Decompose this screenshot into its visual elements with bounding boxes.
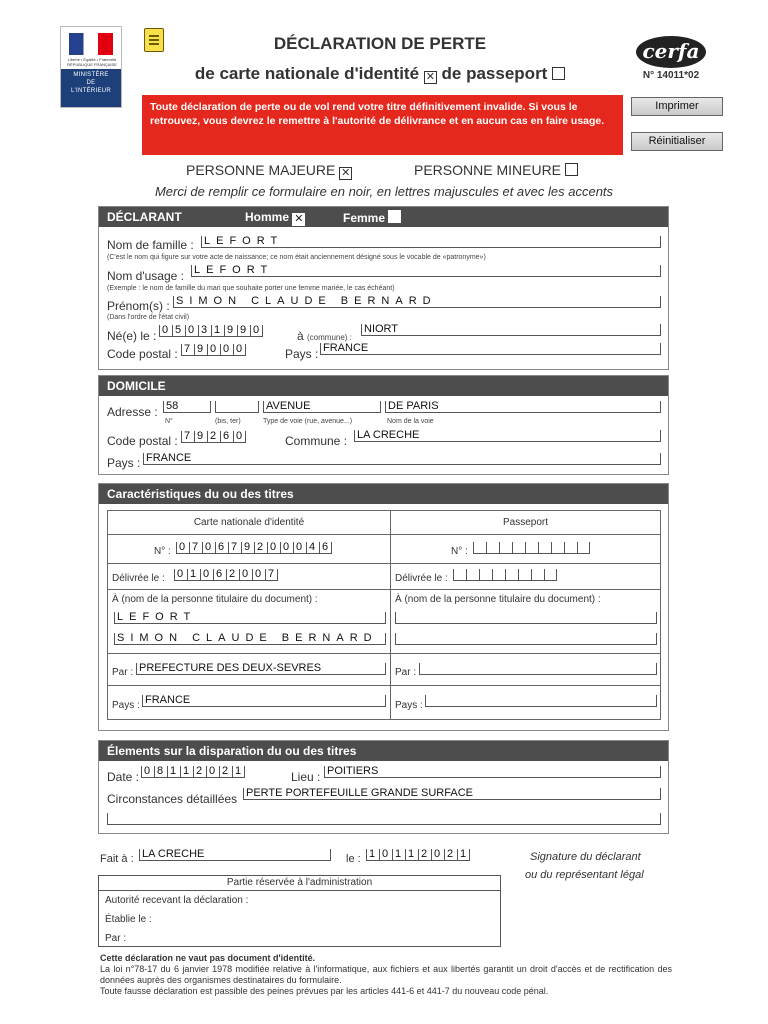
dom-cp-label: Code postal : xyxy=(107,434,178,448)
nom-note: (C'est le nom qui figure sur votre acte de naissance; ce nom était anciennement désigné sous le vocable de «patronyme») xyxy=(107,254,486,261)
ministere-logo xyxy=(60,26,122,108)
admin-par: Par : xyxy=(105,933,127,944)
cni-titulaire-nom[interactable]: LEFORT xyxy=(114,612,386,624)
numero-caption: N° xyxy=(165,418,173,425)
passport-par-field[interactable] xyxy=(419,663,657,675)
lieu-field[interactable]: POITIERS xyxy=(324,766,661,778)
republic-text: Liberté • Égalité • Fraternité RÉPUBLIQUE FRANÇAISE xyxy=(67,57,117,67)
homme-checkbox[interactable]: ✕ xyxy=(294,213,304,225)
nom-field[interactable]: LEFORT xyxy=(201,236,661,248)
print-button[interactable]: Imprimer xyxy=(631,97,723,116)
reset-button[interactable]: Réinitialiser xyxy=(631,132,723,151)
lieu-label: Lieu : xyxy=(291,770,321,784)
cni-par-field[interactable]: PREFECTURE DES DEUX-SEVRES xyxy=(136,663,386,675)
cni-no-label: N° : xyxy=(154,546,171,557)
cerfa-logo: cerfa xyxy=(636,36,706,68)
instructions: Merci de remplir ce formulaire en noir, en lettres majuscules et avec les accents xyxy=(154,184,614,199)
declarant-header: DÉCLARANT Homme ✕ Femme xyxy=(99,207,668,227)
commune-label: Commune : xyxy=(285,434,348,448)
fait-field[interactable]: LA CRECHE xyxy=(139,849,331,861)
majeure-checkbox[interactable]: ✕ xyxy=(341,167,351,179)
cni-par-label: Par : xyxy=(112,667,134,678)
declarant-section xyxy=(98,206,669,370)
signature-caption-1: Signature du déclarant xyxy=(530,851,641,863)
nom-voie-caption: Nom de la voie xyxy=(387,418,434,425)
cp-label: Code postal : xyxy=(107,347,178,361)
nom-label: Nom de famille : xyxy=(107,238,194,252)
passport-titulaire-nom[interactable] xyxy=(395,612,657,624)
marianne-flag-icon xyxy=(69,33,113,55)
dom-commune-field[interactable]: LA CRECHE xyxy=(354,430,661,442)
usage-note: (Exemple : le nom de famille du mari que souhaite porter une femme mariée, le cas échéant) xyxy=(107,285,395,292)
cni-titulaire-prenoms[interactable]: SIMON CLAUDE BERNARD xyxy=(114,633,386,645)
passport-titulaire-label: À (nom de la personne titulaire du document) : xyxy=(395,594,601,605)
dom-pays-field[interactable]: FRANCE xyxy=(143,453,661,465)
type-caption: Type de voie (rue, avenue...) xyxy=(263,418,353,425)
circonstances-label: Circonstances détaillées xyxy=(107,792,238,806)
cni-checkbox[interactable]: ✕ xyxy=(425,71,435,83)
footer-bold: Cette déclaration ne vaut pas document d'identité. xyxy=(100,953,316,963)
usage-field[interactable]: LEFORT xyxy=(191,265,661,277)
naissance-date-field[interactable]: 0 5 0 3 1 9 9 0 xyxy=(159,325,263,337)
notice-icon[interactable] xyxy=(144,28,164,52)
disparition-date-field[interactable]: 0 8 1 1 2 0 2 1 xyxy=(141,766,245,778)
usage-label: Nom d'usage : xyxy=(107,269,184,283)
titres-section xyxy=(98,483,669,731)
personne-majeure[interactable]: PERSONNE MAJEURE ✕ xyxy=(186,162,351,179)
cni-pays-field[interactable]: FRANCE xyxy=(142,695,386,707)
prenoms-field[interactable]: SIMON CLAUDE BERNARD xyxy=(173,296,661,308)
dom-pays-label: Pays : xyxy=(107,456,141,470)
cerfa-number: N° 14011*02 xyxy=(642,70,700,81)
cni-titulaire-label: À (nom de la personne titulaire du document) : xyxy=(112,594,318,605)
pays-label: Pays : xyxy=(285,347,319,361)
prenoms-label: Prénom(s) : xyxy=(107,299,170,313)
numero-field[interactable]: 58 xyxy=(163,401,211,413)
commune-note: (commune) : xyxy=(307,333,352,342)
circonstances-field[interactable]: PERTE PORTEFEUILLE GRANDE SURFACE xyxy=(243,788,661,800)
signature-date-field[interactable]: 1 0 1 1 2 0 2 1 xyxy=(366,849,470,861)
passport-number-field[interactable] xyxy=(473,542,590,554)
passport-delivree-field[interactable] xyxy=(453,569,557,581)
signature-caption-2: ou du représentant légal xyxy=(525,869,644,881)
passport-titulaire-prenoms[interactable] xyxy=(395,633,657,645)
admin-etablie: Établie le : xyxy=(105,914,152,925)
le-label: le : xyxy=(346,853,361,865)
passport-pays-label: Pays : xyxy=(395,700,423,711)
date-label: Date : xyxy=(107,770,140,784)
warning-banner: Toute déclaration de perte ou de vol rend votre titre définitivement invalide. Si vous le retrouvez, vous devrez le remettre à l'autorité de délivrance et en aucun cas en faire usage. xyxy=(142,95,623,155)
passport-no-label: N° : xyxy=(451,546,468,557)
admin-box xyxy=(98,875,501,947)
personne-mineure[interactable]: PERSONNE MINEURE xyxy=(414,162,578,178)
form-subtitle: de carte nationale d'identité ✕ de passeport xyxy=(150,64,610,84)
femme-checkbox[interactable] xyxy=(388,210,401,223)
naissance-commune-field[interactable]: NIORT xyxy=(361,324,661,336)
passport-par-label: Par : xyxy=(395,667,417,678)
passport-checkbox[interactable] xyxy=(552,67,565,80)
naissance-label: Né(e) le : xyxy=(107,329,157,343)
prenoms-note: (Dans l'ordre de l'état civil) xyxy=(107,314,190,321)
domicile-header: DOMICILE xyxy=(99,376,668,396)
dom-cp-field[interactable]: 7 9 2 6 0 xyxy=(181,431,246,443)
disparition-header: Élements sur la disparation du ou des titres xyxy=(99,741,668,761)
passport-column-header: Passeport xyxy=(391,511,661,535)
type-voie-field[interactable]: AVENUE xyxy=(263,401,381,413)
naissance-cp-field[interactable]: 7 9 0 0 0 xyxy=(181,344,246,356)
ministry-label: MINISTÈRE DE L'INTÉRIEUR xyxy=(61,69,121,107)
domicile-section xyxy=(98,375,669,475)
titres-table xyxy=(107,510,661,720)
nom-voie-field[interactable]: DE PARIS xyxy=(385,401,661,413)
circonstances-field-2[interactable] xyxy=(107,813,661,825)
footer-penal: Toute fausse déclaration est passible des peines prévues par les articles 441-6 et 441-7 du nouveau code pénal. xyxy=(100,986,549,996)
titres-header: Caractéristiques du ou des titres xyxy=(99,484,668,504)
cni-delivree-field[interactable]: 0 1 0 6 2 0 0 7 xyxy=(174,569,278,581)
admin-autorite: Autorité recevant la déclaration : xyxy=(105,895,249,906)
adresse-label: Adresse : xyxy=(107,405,158,419)
legal-footer xyxy=(100,953,672,997)
passport-delivree-label: Délivrée le : xyxy=(395,573,448,584)
passport-pays-field[interactable] xyxy=(425,695,657,707)
admin-header: Partie réservée à l'administration xyxy=(99,876,500,891)
form-title: DÉCLARATION DE PERTE xyxy=(273,34,487,53)
mineure-checkbox[interactable] xyxy=(565,163,578,176)
disparition-section xyxy=(98,740,669,834)
bis-caption: (bis, ter) xyxy=(215,418,241,425)
cni-delivree-label: Délivrée le : xyxy=(112,573,165,584)
a-label: à xyxy=(297,329,304,343)
bis-field[interactable] xyxy=(215,401,259,413)
naissance-pays-field[interactable]: FRANCE xyxy=(320,343,661,355)
cni-pays-label: Pays : xyxy=(112,700,140,711)
footer-cnil: La loi n°78-17 du 6 janvier 1978 modifiée relative à l'informatique, aux fichiers et aux libertés garantit un droit d'accès et de rectification des données auprès des organismes destinataires du formulaire. xyxy=(100,964,672,985)
cni-number-field[interactable]: 0 7 0 6 7 9 2 0 0 0 4 6 xyxy=(176,542,332,554)
fait-label: Fait à : xyxy=(100,853,134,865)
cni-column-header: Carte nationale d'identité xyxy=(108,511,391,535)
